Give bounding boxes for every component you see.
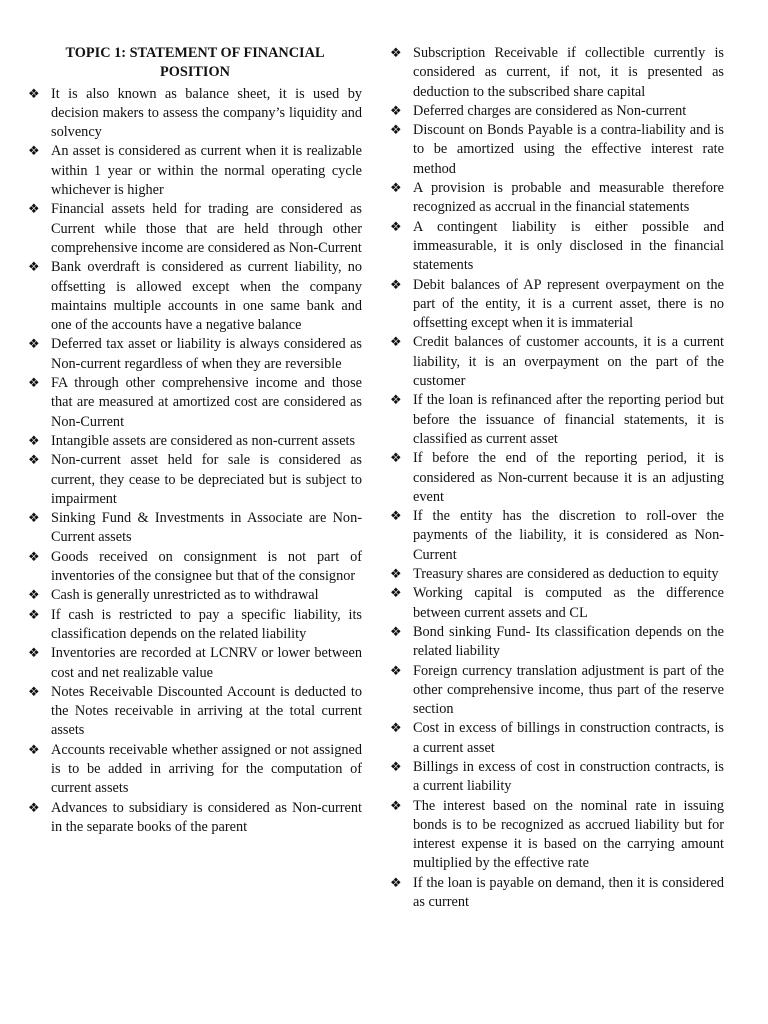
diamond-bullet-icon: ❖ — [28, 511, 40, 527]
list-item-text: A provision is probable and measurable therefore recognized as accrual in the financial statements — [413, 180, 724, 216]
list-item — [28, 548, 362, 587]
list-item — [390, 719, 724, 758]
list-item — [28, 586, 362, 605]
list-item — [28, 683, 362, 741]
list-item — [390, 797, 724, 874]
list-item — [28, 644, 362, 683]
list-item — [390, 218, 724, 276]
list-item-text: An asset is considered as current when it is realizable within 1 year or within the normal operating cycle whichever is higher — [51, 143, 362, 199]
list-item-text: The interest based on the nominal rate in issuing bonds is to be recognized as accrued liability but for interest expense it is based on the carrying amount multiplied by the effective rate — [413, 797, 724, 872]
list-item — [390, 758, 724, 797]
list-item — [390, 623, 724, 662]
list-item-text: If the loan is payable on demand, then it is considered as current — [413, 874, 724, 911]
list-item — [390, 507, 724, 565]
list-item — [28, 451, 362, 509]
list-item-text: Advances to subsidiary is considered as Non-current in the separate books of the parent — [51, 799, 362, 835]
list-item — [28, 741, 362, 799]
list-item — [390, 276, 724, 334]
diamond-bullet-icon: ❖ — [390, 509, 402, 525]
list-item — [390, 102, 724, 121]
page-title: TOPIC 1: STATEMENT OF FINANCIAL POSITION — [65, 45, 325, 81]
list-item-text: Billings in excess of cost in construction contracts, is a current liability — [413, 758, 724, 795]
list-item-text: Bond sinking Fund- Its classification depends on the related liability — [413, 623, 724, 660]
left-bullet-list — [28, 85, 362, 838]
diamond-bullet-icon: ❖ — [28, 549, 40, 565]
diamond-bullet-icon: ❖ — [390, 586, 402, 602]
list-item — [28, 509, 362, 548]
list-item-text: It is also known as balance sheet, it is used by decision makers to assess the company’s liquidity and solvency — [51, 85, 362, 141]
list-item — [28, 374, 362, 432]
list-item — [28, 799, 362, 838]
diamond-bullet-icon: ❖ — [28, 433, 40, 449]
diamond-bullet-icon: ❖ — [390, 451, 402, 467]
left-column — [28, 44, 362, 837]
list-item-text: Deferred charges are considered as Non-current — [413, 102, 687, 119]
list-item-text: Credit balances of customer accounts, it is a current liability, it is an overpayment on the part of the customer — [413, 334, 724, 390]
list-item-text: Goods received on consignment is not part of inventories of the consignee but that of the consignor — [51, 548, 362, 585]
diamond-bullet-icon: ❖ — [390, 875, 402, 891]
list-item — [390, 121, 724, 179]
list-item-text: Notes Receivable Discounted Account is deducted to the Notes receivable in arriving at the total current assets — [51, 683, 362, 739]
diamond-bullet-icon: ❖ — [28, 588, 40, 604]
diamond-bullet-icon: ❖ — [390, 46, 402, 61]
list-item — [390, 44, 724, 102]
list-item-text: Inventories are recorded at LCNRV or lower between cost and net realizable value — [51, 645, 362, 681]
diamond-bullet-icon: ❖ — [390, 123, 402, 139]
list-item — [390, 449, 724, 507]
list-item-text: Treasury shares are considered as deduction to equity — [413, 566, 719, 583]
list-item-text: Non-current asset held for sale is considered as current, they cease to be depreciated but is subject to impairment — [51, 452, 362, 507]
list-item-text: Debit balances of AP represent overpayment on the part of the entity, it is a current asset, there is no offsetting except when it is immaterial — [413, 276, 724, 332]
diamond-bullet-icon: ❖ — [28, 144, 40, 160]
diamond-bullet-icon: ❖ — [390, 721, 402, 737]
list-item-text: Financial assets held for trading are considered as Current while those that are held through other comprehensive income are considered as Non-Current — [51, 201, 362, 256]
diamond-bullet-icon: ❖ — [390, 393, 402, 409]
list-item — [28, 142, 362, 200]
diamond-bullet-icon: ❖ — [28, 800, 40, 816]
list-item — [390, 584, 724, 623]
list-item — [28, 335, 362, 374]
list-item-text: If the entity has the discretion to roll-over the payments of the liability, it is considered as Non-Current — [413, 508, 724, 563]
diamond-bullet-icon: ❖ — [28, 260, 40, 276]
diamond-bullet-icon: ❖ — [390, 759, 402, 775]
list-item-text: Sinking Fund & Investments in Associate are Non-Current assets — [51, 510, 362, 546]
diamond-bullet-icon: ❖ — [390, 181, 402, 197]
list-item — [28, 258, 362, 335]
list-item-text: Intangible assets are considered as non-current assets — [51, 432, 356, 449]
list-item — [390, 565, 724, 584]
diamond-bullet-icon: ❖ — [390, 219, 402, 235]
list-item-text: Cost in excess of billings in construction contracts, is a current asset — [413, 720, 724, 756]
diamond-bullet-icon: ❖ — [28, 453, 40, 469]
diamond-bullet-icon: ❖ — [390, 277, 402, 293]
right-column — [390, 44, 724, 912]
list-item — [28, 432, 362, 451]
list-item — [390, 179, 724, 218]
diamond-bullet-icon: ❖ — [28, 337, 40, 353]
list-item — [390, 333, 724, 391]
list-item-text: Accounts receivable whether assigned or not assigned is to be added in arriving for the computation of current assets — [51, 741, 362, 797]
diamond-bullet-icon: ❖ — [390, 567, 402, 583]
diamond-bullet-icon: ❖ — [28, 684, 40, 700]
diamond-bullet-icon: ❖ — [390, 103, 402, 119]
diamond-bullet-icon: ❖ — [28, 607, 40, 623]
diamond-bullet-icon: ❖ — [390, 624, 402, 640]
list-item-text: Discount on Bonds Payable is a contra-liability and is to be amortized using the effective interest rate method — [413, 122, 724, 177]
list-item — [390, 391, 724, 449]
diamond-bullet-icon: ❖ — [390, 335, 402, 351]
list-item-text: Cash is generally unrestricted as to withdrawal — [51, 587, 319, 604]
right-bullet-list — [390, 44, 724, 912]
list-item — [28, 606, 362, 645]
list-item-text: FA through other comprehensive income and those that are measured at amortized cost are considered as Non-Current — [51, 375, 362, 430]
list-item-text: Foreign currency translation adjustment is part of the other comprehensive income, thus part of the reserve section — [413, 662, 724, 718]
list-item-text: If before the end of the reporting period, it is considered as Non-current because it is an adjusting event — [413, 450, 724, 505]
list-item — [390, 874, 724, 913]
list-item — [28, 85, 362, 143]
list-item-text: Bank overdraft is considered as current liability, no offsetting is allowed except when the company maintains multiple accounts in one same bank and one of the accounts have a negative balance — [51, 259, 362, 334]
list-item-text: Subscription Receivable if collectible currently is considered as current, if not, it is presented as deduction to the subscribed share capital — [413, 45, 724, 100]
diamond-bullet-icon: ❖ — [28, 376, 40, 392]
diamond-bullet-icon: ❖ — [28, 646, 40, 662]
list-item-text: Deferred tax asset or liability is always considered as Non-current regardless of when they are reversible — [51, 336, 362, 372]
list-item-text: If the loan is refinanced after the reporting period but before the issuance of financial statements, it is classified as current asset — [413, 392, 724, 447]
diamond-bullet-icon: ❖ — [28, 86, 40, 102]
list-item — [28, 200, 362, 258]
diamond-bullet-icon: ❖ — [28, 742, 40, 758]
diamond-bullet-icon: ❖ — [390, 663, 402, 679]
list-item-text: If cash is restricted to pay a specific liability, its classification depends on the related liability — [51, 606, 362, 642]
list-item-text: Working capital is computed as the difference between current assets and CL — [413, 585, 724, 621]
list-item — [390, 662, 724, 720]
diamond-bullet-icon: ❖ — [28, 202, 40, 218]
diamond-bullet-icon: ❖ — [390, 798, 402, 814]
list-item-text: A contingent liability is either possible and immeasurable, it is only disclosed in the financial statements — [413, 218, 724, 274]
